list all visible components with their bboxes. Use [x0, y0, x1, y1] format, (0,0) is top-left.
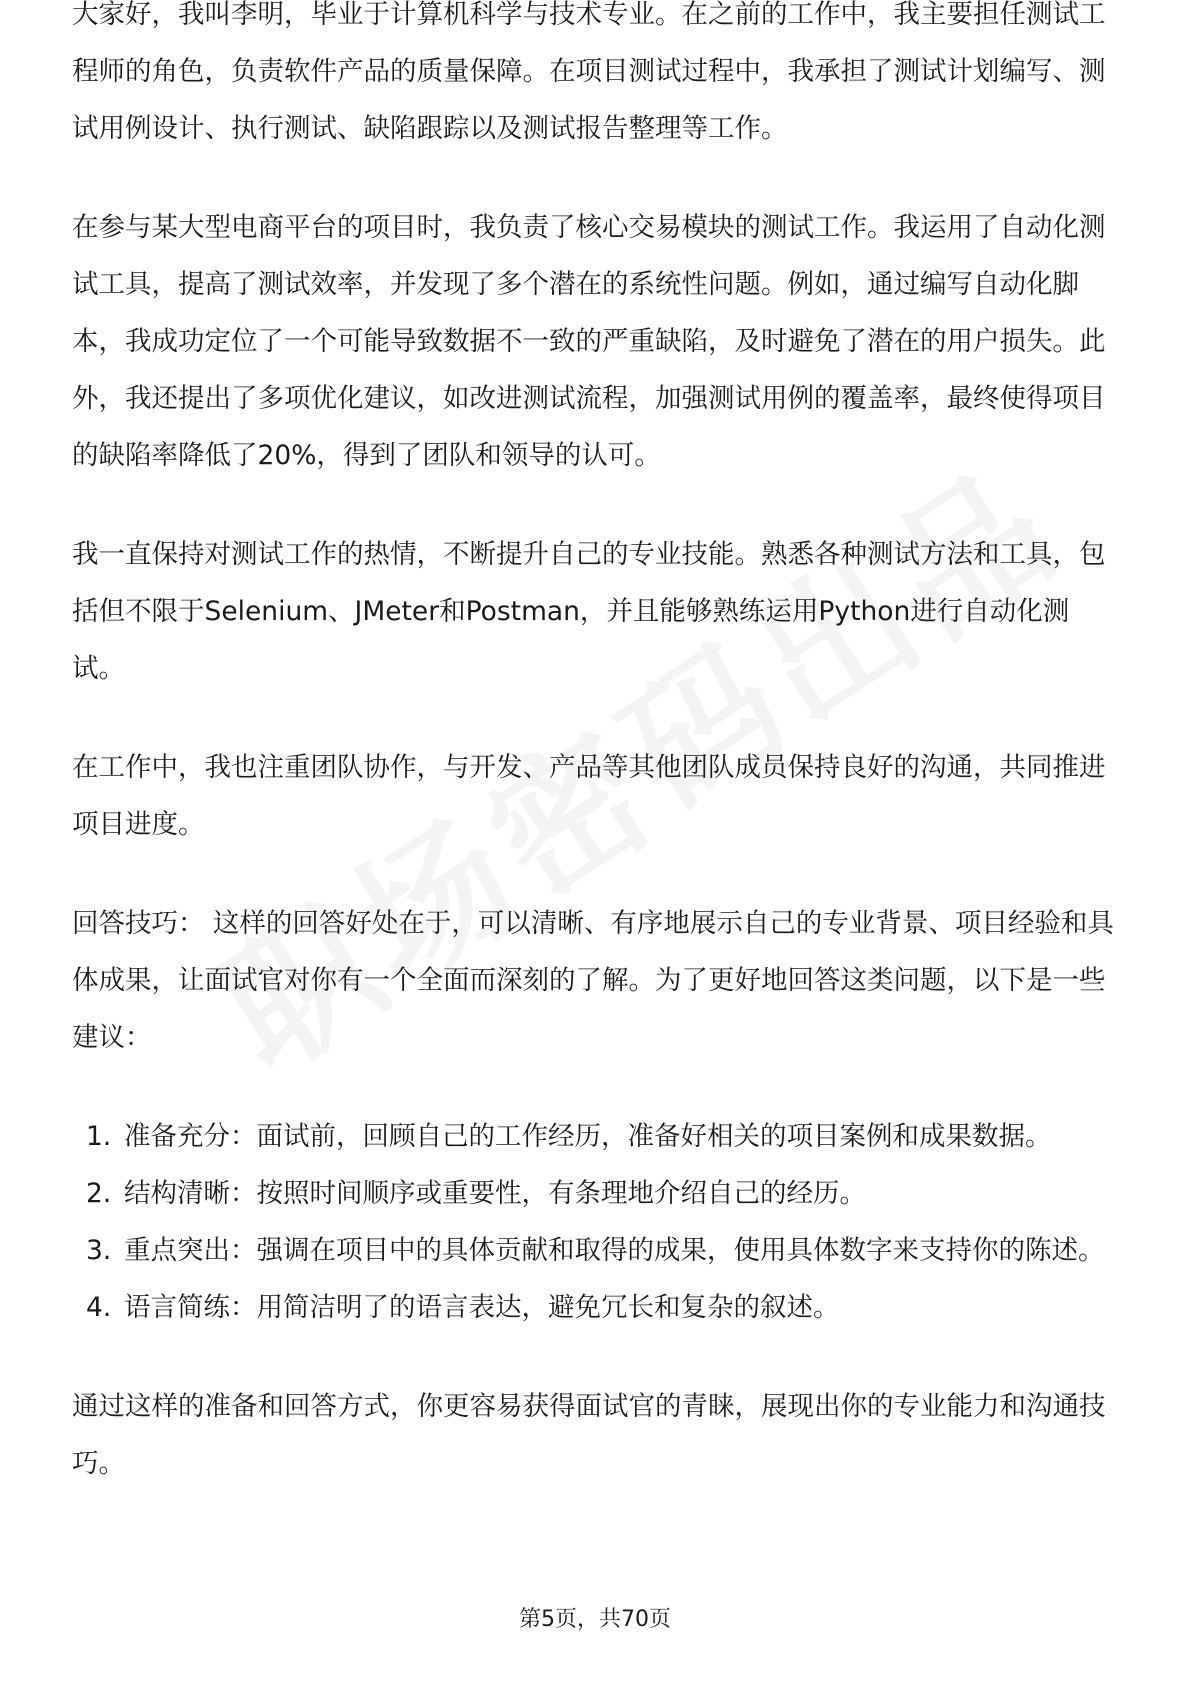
list-number: 1. [86, 1121, 112, 1152]
list-number: 4. [86, 1292, 112, 1323]
list-number: 3. [86, 1235, 112, 1266]
page-content [72, 0, 1122, 1534]
list-item [72, 1222, 1122, 1279]
page-number-footer: 第5页，共70页 [519, 1607, 671, 1632]
tips-list [72, 1108, 1122, 1336]
list-text: 语言简练：用简洁明了的语言表达，避免冗长和复杂的叙述。 [124, 1292, 840, 1323]
paragraph-intro: 大家好，我叫李明，毕业于计算机科学与技术专业。在之前的工作中，我主要担任测试工程师的角色，负责软件产品的质量保障。在项目测试过程中，我承担了测试计划编写、测试用例设计、执行测试、缺陷跟踪以及测试报告整理等工作。 [72, 0, 1106, 144]
list-number: 2. [86, 1178, 112, 1209]
list-item [72, 1279, 1122, 1336]
paragraph-closing: 通过这样的准备和回答方式，你更容易获得面试官的青睐，展现出你的专业能力和沟通技巧。 [72, 1391, 1106, 1479]
list-text: 准备充分：面试前，回顾自己的工作经历，准备好相关的项目案例和成果数据。 [124, 1121, 1052, 1152]
list-item [72, 1165, 1122, 1222]
list-item [72, 1108, 1122, 1165]
paragraph-teamwork: 在工作中，我也注重团队协作，与开发、产品等其他团队成员保持良好的沟通，共同推进项目进度。 [72, 752, 1106, 840]
paragraph-skills: 我一直保持对测试工作的热情，不断提升自己的专业技能。熟悉各种测试方法和工具，包括但不限于Selenium、JMeter和Postman，并且能够熟练运用Python进行自动化测试。 [72, 539, 1106, 684]
paragraph-project: 在参与某大型电商平台的项目时，我负责了核心交易模块的测试工作。我运用了自动化测试工具，提高了测试效率，并发现了多个潜在的系统性问题。例如，通过编写自动化脚本，我成功定位了一个可能导致数据不一致的严重缺陷，及时避免了潜在的用户损失。此外，我还提出了多项优化建议，如改进测试流程，加强测试用例的覆盖率，最终使得项目的缺陷率降低了20%，得到了团队和领导的认可。 [72, 212, 1106, 471]
paragraph-answer-tips: 回答技巧： 这样的回答好处在于，可以清晰、有序地展示自己的专业背景、项目经验和具体成果，让面试官对你有一个全面而深刻的了解。为了更好地回答这类问题，以下是一些建议： [72, 908, 1114, 1053]
list-text: 重点突出：强调在项目中的具体贡献和取得的成果，使用具体数字来支持你的陈述。 [124, 1235, 1105, 1266]
list-text: 结构清晰：按照时间顺序或重要性，有条理地介绍自己的经历。 [124, 1178, 866, 1209]
